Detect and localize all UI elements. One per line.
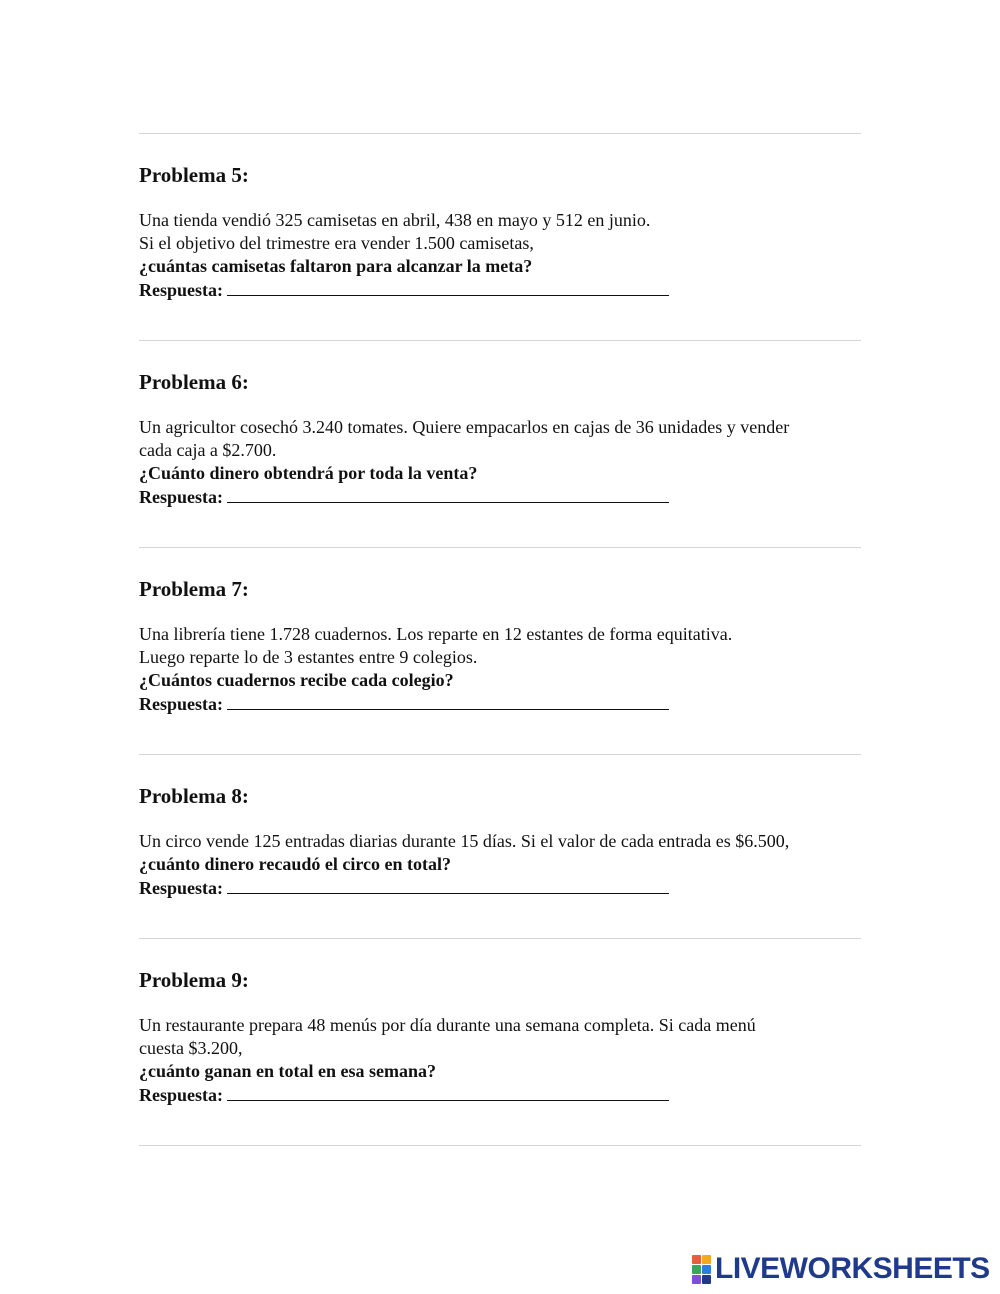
- answer-label: Respuesta:: [139, 1085, 223, 1105]
- answer-label: Respuesta:: [139, 487, 223, 507]
- logo-tile: [702, 1265, 711, 1274]
- problem-question: ¿cuántas camisetas faltaron para alcanzar la meta?: [139, 256, 533, 276]
- problem-text-line: Luego reparte lo de 3 estantes entre 9 colegios.: [139, 647, 478, 667]
- problem-text-line: Un agricultor cosechó 3.240 tomates. Quiere empacarlos en cajas de 36 unidades y vender: [139, 417, 790, 437]
- problem-title: Problema 9:: [139, 968, 249, 992]
- answer-blank[interactable]: [227, 278, 669, 296]
- problem-text-line: Una librería tiene 1.728 cuadernos. Los reparte en 12 estantes de forma equitativa.: [139, 624, 733, 644]
- answer-row: [139, 1083, 861, 1107]
- logo-tile: [692, 1255, 701, 1264]
- problem-title: Problema 5:: [139, 163, 249, 187]
- liveworksheets-logo: [692, 1252, 990, 1285]
- divider: [139, 938, 861, 939]
- problem-text-line: Un circo vende 125 entradas diarias durante 15 días. Si el valor de cada entrada es $6.500,: [139, 831, 790, 851]
- answer-blank[interactable]: [227, 876, 669, 894]
- answer-row: [139, 876, 861, 900]
- problem-title: Problema 8:: [139, 784, 249, 808]
- answer-row: [139, 692, 861, 716]
- answer-blank[interactable]: [227, 485, 669, 503]
- problem-7: [139, 577, 861, 716]
- problem-5: [139, 163, 861, 302]
- divider: [139, 547, 861, 548]
- divider: [139, 133, 861, 134]
- problem-text-line: cada caja a $2.700.: [139, 440, 277, 460]
- problem-text-line: cuesta $3.200,: [139, 1038, 243, 1058]
- problem-8: [139, 784, 861, 900]
- logo-tile: [702, 1275, 711, 1284]
- answer-blank[interactable]: [227, 692, 669, 710]
- divider: [139, 1145, 861, 1146]
- problem-title: Problema 7:: [139, 577, 249, 601]
- problem-text-line: Si el objetivo del trimestre era vender 1.500 camisetas,: [139, 233, 534, 253]
- logo-tile: [702, 1255, 711, 1264]
- problem-6: [139, 370, 861, 509]
- logo-text: LIVEWORKSHEETS: [715, 1252, 990, 1285]
- problem-question: ¿Cuántos cuadernos recibe cada colegio?: [139, 670, 454, 690]
- problem-question: ¿cuánto ganan en total en esa semana?: [139, 1061, 437, 1081]
- divider: [139, 754, 861, 755]
- problem-question: ¿cuánto dinero recaudó el circo en total?: [139, 854, 451, 874]
- problem-question: ¿Cuánto dinero obtendrá por toda la venta?: [139, 463, 478, 483]
- problem-text-line: Una tienda vendió 325 camisetas en abril, 438 en mayo y 512 en junio.: [139, 210, 651, 230]
- logo-tile: [692, 1265, 701, 1274]
- answer-label: Respuesta:: [139, 878, 223, 898]
- problem-text-line: Un restaurante prepara 48 menús por día durante una semana completa. Si cada menú: [139, 1015, 756, 1035]
- problem-title: Problema 6:: [139, 370, 249, 394]
- answer-row: [139, 278, 861, 302]
- answer-label: Respuesta:: [139, 694, 223, 714]
- answer-label: Respuesta:: [139, 280, 223, 300]
- answer-row: [139, 485, 861, 509]
- logo-tile: [692, 1275, 701, 1284]
- divider: [139, 340, 861, 341]
- logo-mark-icon: [692, 1255, 711, 1284]
- problem-9: [139, 968, 861, 1107]
- answer-blank[interactable]: [227, 1083, 669, 1101]
